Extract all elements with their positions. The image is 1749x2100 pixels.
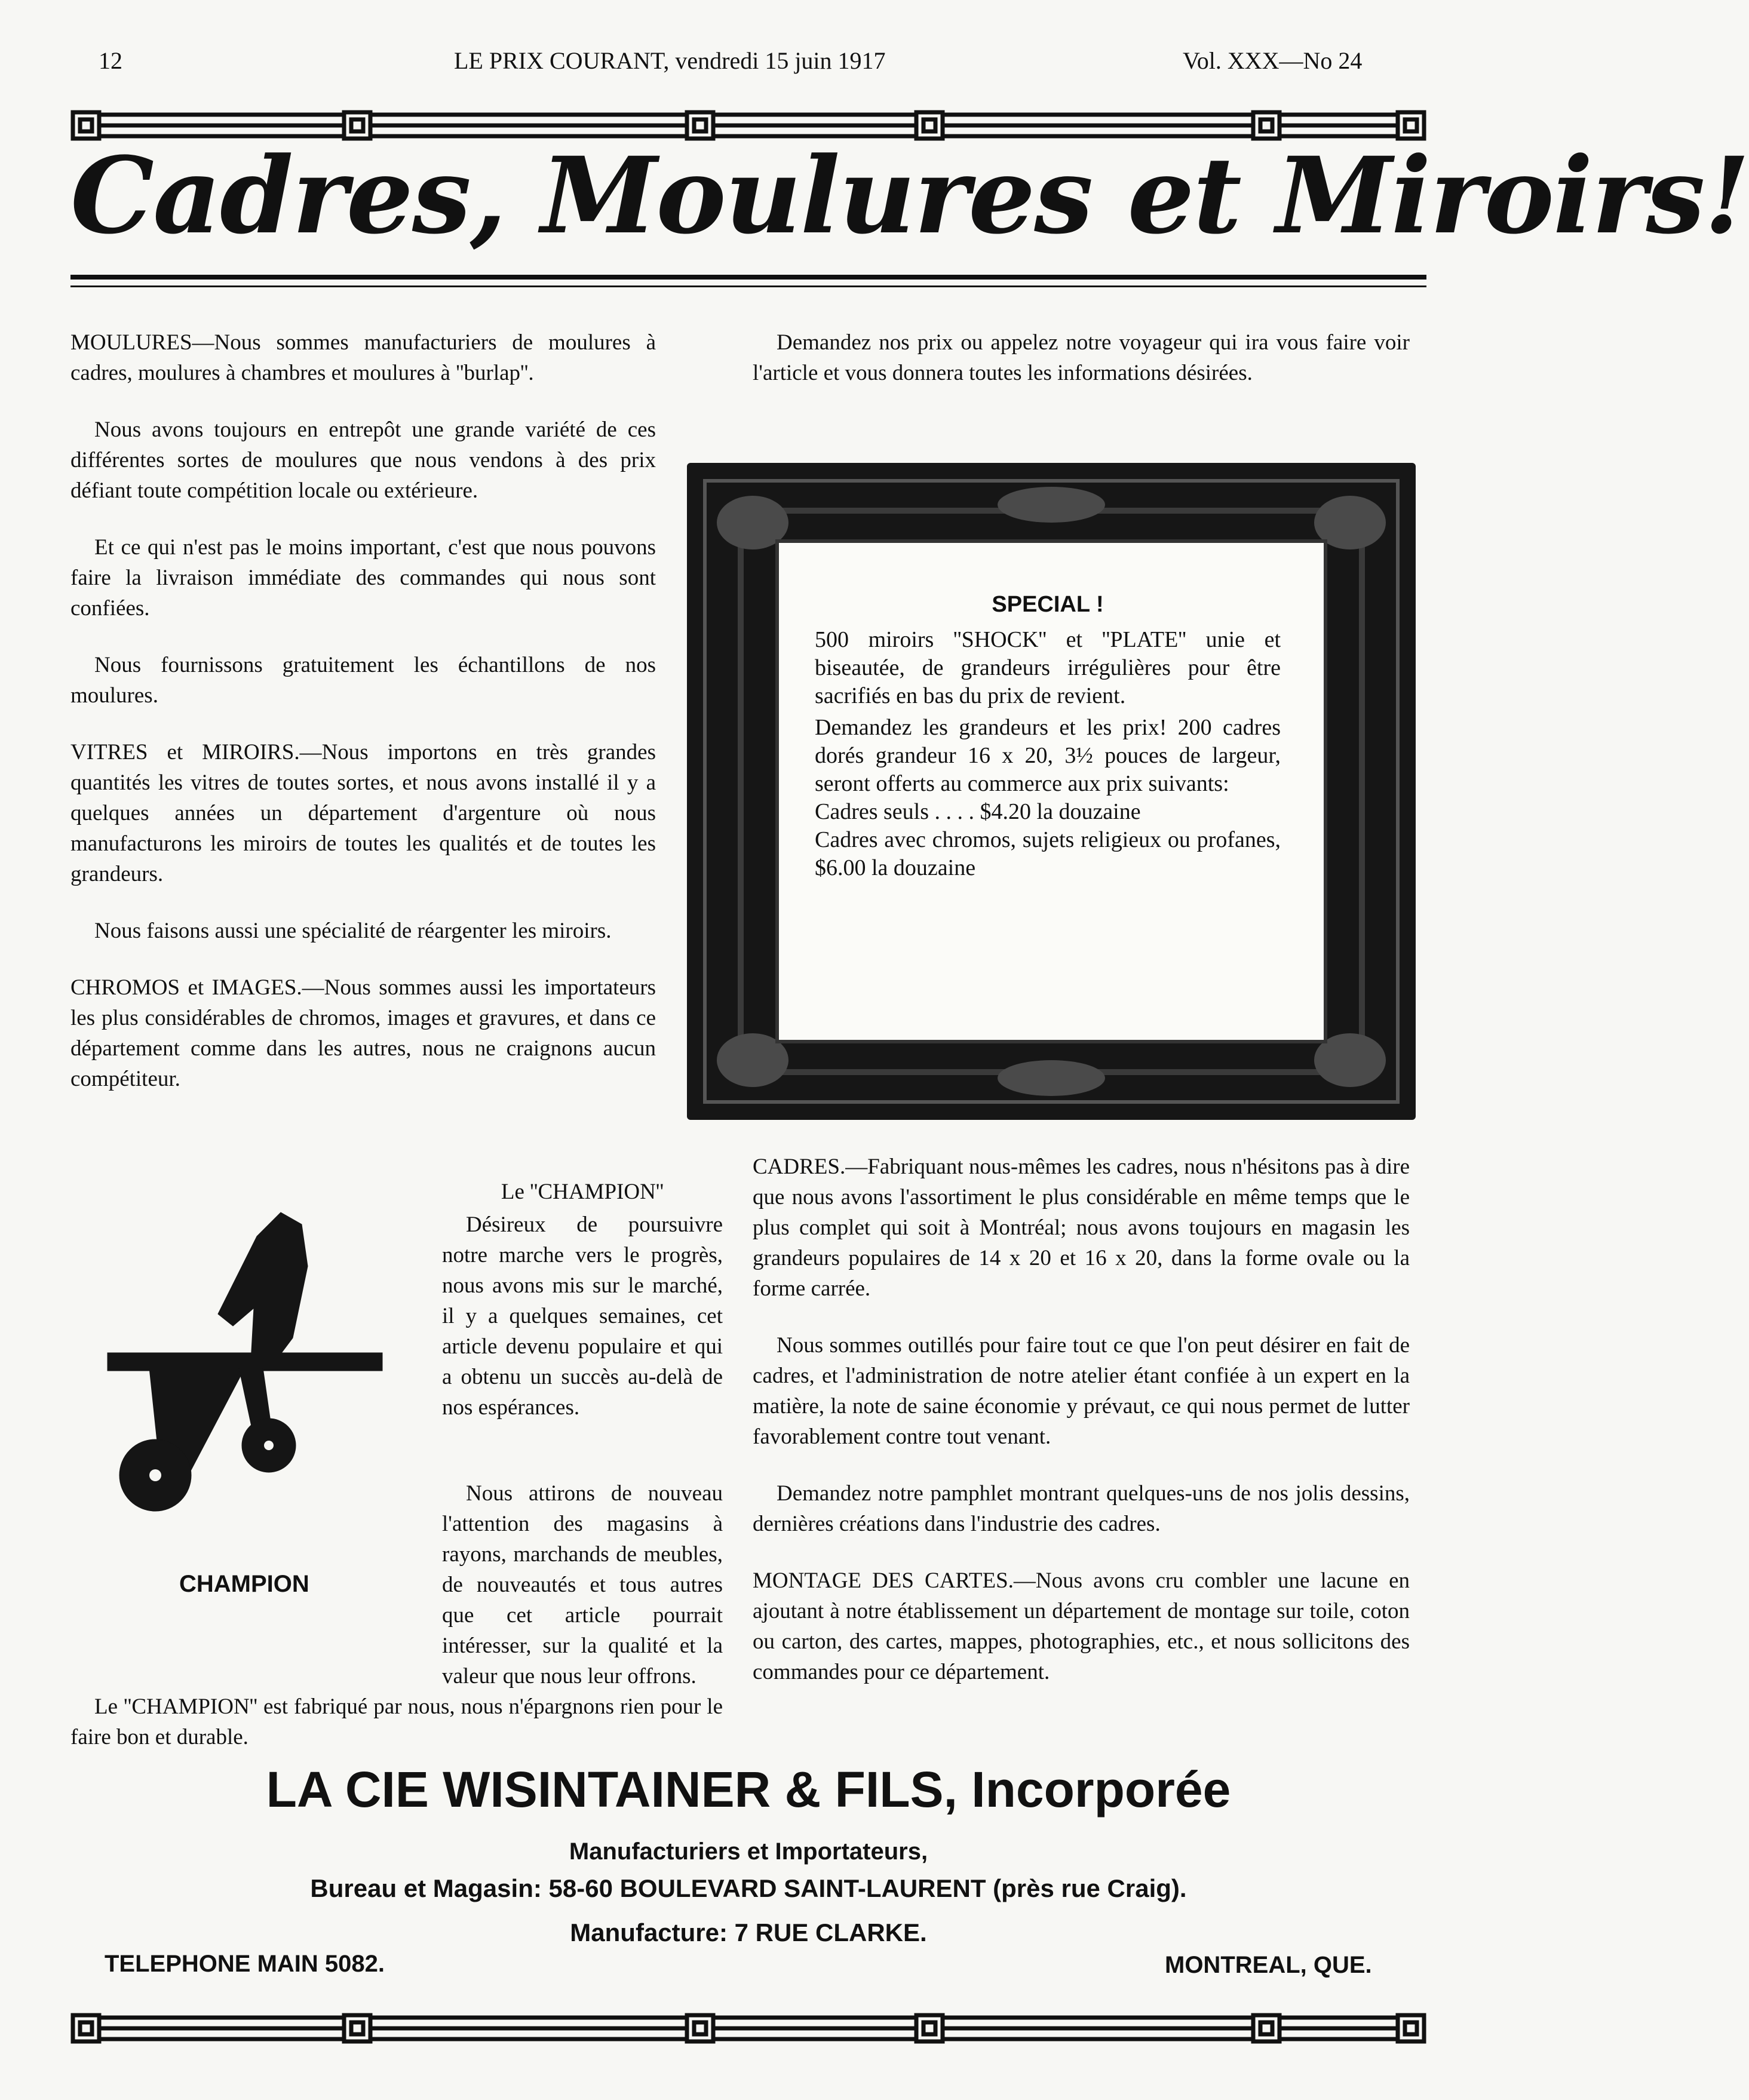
right-top-block xyxy=(753,327,1410,415)
reargenter-paragraph: Nous faisons aussi une spécialité de réargenter les miroirs. xyxy=(94,919,612,943)
outilles-paragraph: Nous sommes outillés pour faire tout ce que l'on peut désirer en fait de cadres, et l'administration de notre atelier étant confiée à un expert en la matière, la note de saine économie y prévaut, ce qui nous permet de lutter favorablement contre tout venant. xyxy=(753,1333,1410,1449)
right-column xyxy=(753,1152,1410,1714)
champion-text xyxy=(442,1177,723,1445)
title-rule-thick xyxy=(70,275,1426,280)
special-cadres-text: Demandez les grandeurs et les prix! 200 cadres dorés grandeur 16 x 20, 3½ pouces de largeur, seront offerts au commerce aux prix suivants: xyxy=(815,715,1281,796)
special-heading: SPECIAL ! xyxy=(992,592,1104,617)
volume-number: Vol. XXX—No 24 xyxy=(1183,47,1363,74)
frame-inner-panel xyxy=(775,539,1327,1043)
title-rule-thin xyxy=(70,285,1426,287)
page-title: Cadres, Moulures et Miroirs! xyxy=(70,134,1749,257)
champion-paragraph-1: Désireux de poursuivre notre marche vers le progrès, nous avons mis sur le marché, il y a quelques semaines, cet article devenu populaire et qui a obtenu un succès au-delà de nos espérances. xyxy=(442,1212,723,1420)
page-number: 12 xyxy=(99,47,122,74)
company-city: MONTREAL, QUE. xyxy=(1165,1952,1372,1978)
entrepot-paragraph: Nous avons toujours en entrepôt une grande variété de ces différentes sortes de moulures que nous vendons à des prix défiant toute compétition locale ou extérieure. xyxy=(70,417,656,503)
champion-text-wide xyxy=(70,1478,723,1779)
special-miroirs-text: 500 miroirs ''SHOCK'' et ''PLATE'' unie et biseautée, de grandeurs irrégulières pour être sacrifiés en bas du prix de revient. xyxy=(815,627,1281,708)
company-name: LA CIE WISINTAINER & FILS, Incorporée xyxy=(266,1761,1231,1817)
pamphlet-paragraph: Demandez notre pamphlet montrant quelques-uns de nos jolis dessins, dernières créations dans l'industrie des cadres. xyxy=(753,1481,1410,1536)
special-price-cadres-chromos: Cadres avec chromos, sujets religieux ou profanes, $6.00 la douzaine xyxy=(815,827,1281,880)
champion-caption: CHAMPION xyxy=(179,1571,309,1597)
champion-paragraph-2: Nous attirons de nouveau l'attention des magasins à rayons, marchands de meubles, de nouveautés et tous autres que cet article pourrait intéresser, sur la qualité et la valeur que nous leur offrons. xyxy=(442,1481,723,1688)
company-telephone: TELEPHONE MAIN 5082. xyxy=(105,1951,385,1977)
champion-paragraph-3: Le ''CHAMPION'' est fabriqué par nous, nous n'épargnons rien pour le faire bon et durable. xyxy=(70,1694,723,1749)
montage-cartes-paragraph: MONTAGE DES CARTES.—Nous avons cru combler une lacune en ajoutant à notre établissement un département de montage sur toile, coton ou carton, des cartes, mappes, photographies, etc., et nous sollicitons des commandes pour ce département. xyxy=(753,1568,1410,1684)
left-column xyxy=(70,327,656,1120)
chromos-images-paragraph: CHROMOS et IMAGES.—Nous sommes aussi les importateurs les plus considérables de chromos, images et gravures, et dans ce département comme dans les autres, nous ne craignons aucun compétiteur. xyxy=(70,975,656,1091)
cadres-paragraph: CADRES.—Fabriquant nous-mêmes les cadres, nous n'hésitons pas à dire que nous avons l'assortiment le plus considérable en même temps que le plus complet qui soit à Montréal; nous avons toujours en magasin les grandeurs populaires de 14 x 20 et 16 x 20, dans la forme ovale ou la forme carrée. xyxy=(753,1155,1410,1301)
demandez-prix-paragraph: Demandez nos prix ou appelez notre voyageur qui ira vous faire voir l'article et vous donnera toutes les informations désirées. xyxy=(753,330,1410,385)
livraison-paragraph: Et ce qui n'est pas le moins important, c'est que nous pouvons faire la livraison immédiate des commandes qui nous sont confiées. xyxy=(70,535,656,621)
bottom-ornamental-border xyxy=(70,2012,1426,2045)
special-price-cadres-seuls: Cadres seuls . . . . $4.20 la douzaine xyxy=(815,799,1141,824)
echantillons-paragraph: Nous fournissons gratuitement les échantillons de nos moulures. xyxy=(70,653,656,708)
special-offer xyxy=(815,591,1281,882)
publication-line: LE PRIX COURANT, vendredi 15 juin 1917 xyxy=(454,47,886,74)
vitres-miroirs-paragraph: VITRES et MIROIRS.—Nous importons en très grandes quantités les vitres de toutes sortes, et nous avons installé il y a quelques années un département d'argenture où nous manufacturons les miroirs de toutes les qualités et de toutes les grandeurs. xyxy=(70,740,656,886)
champion-heading: Le ''CHAMPION'' xyxy=(501,1180,664,1204)
moulures-paragraph: MOULURES—Nous sommes manufacturiers de moulures à cadres, moulures à chambres et moulures à ''burlap''. xyxy=(70,330,656,385)
company-factory: Manufacture: 7 RUE CLARKE. xyxy=(570,1918,927,1947)
company-tagline: Manufacturiers et Importateurs, xyxy=(569,1838,928,1865)
frame-illustration xyxy=(687,463,1416,1120)
company-address: Bureau et Magasin: 58-60 BOULEVARD SAINT-LAURENT (près rue Craig). xyxy=(310,1874,1187,1902)
